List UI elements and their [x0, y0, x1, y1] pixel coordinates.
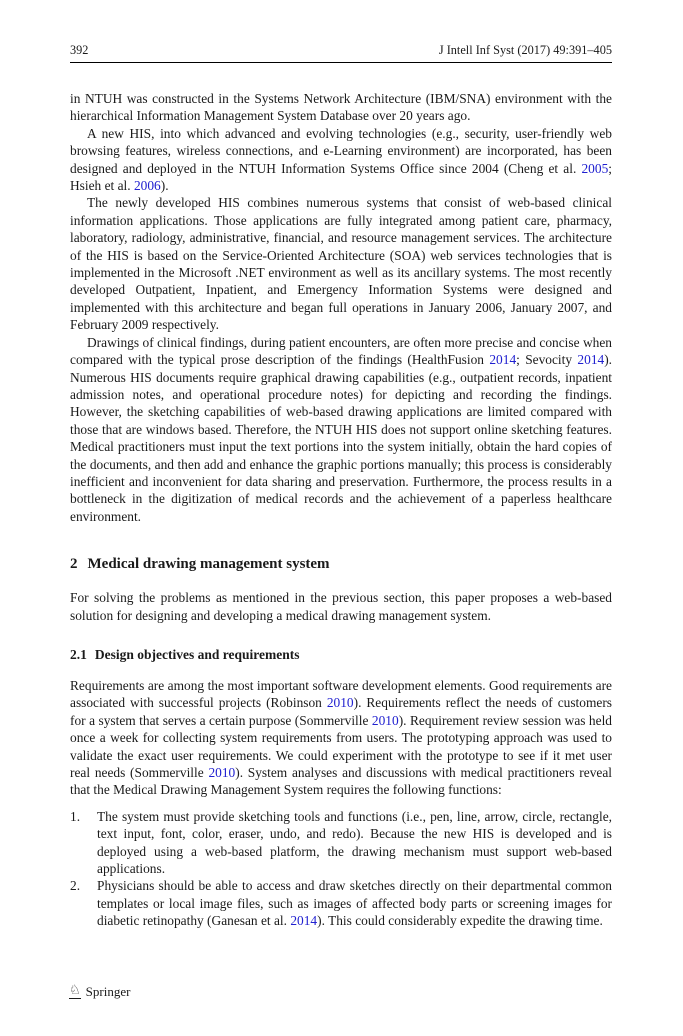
list-item-number: 1.	[70, 808, 81, 824]
list-item	[70, 808, 612, 878]
list-item-text	[97, 877, 612, 929]
section-2-1-heading	[70, 646, 612, 663]
paragraph-section2-intro: For solving the problems as mentioned in the previous section, this paper proposes a web-based solution for designing and developing a medical drawing management system.	[70, 590, 612, 623]
introduction-text	[70, 90, 612, 525]
text-segment: A new HIS, into which advanced and evolving technologies (e.g., security, user-friendly web browsing features, wireless connections, and e-Learning environment) are incorporated, has been designed and deployed in the NTUH Information Systems Office since 2004 (Cheng et al.	[70, 125, 612, 176]
text-segment: ).	[160, 178, 169, 194]
paragraph-newly-developed-his: The newly developed HIS combines numerous systems that consist of web-based clinical information applications. Those applications are fully integrated among patient care, pharmacy, laboratory, radiology, administrative, financial, and resource management services. The architecture of the HIS is based on the Service-Oriented Architecture (SOA) web services technologies that is implemented in the Microsoft .NET environment as well as its ancillary systems. The most recently developed Outpatient, Inpatient, and Emergency Information Systems were designed and implemented with this architecture and began full operations in January 2006, January 2007, and February 2009 respectively.	[70, 195, 612, 333]
text-segment: Requirements are among the most important software development elements. Good requirements are associated with successful projects (Robinson	[70, 677, 612, 711]
publisher-name: Springer	[85, 984, 131, 999]
text-segment: ). Requirement review session was held once a week for collecting system requirements from users. The prototyping approach was used to validate the exact user requirements. We could experiment with the prototype to see if it met user real needs (Sommerville	[70, 712, 612, 780]
section-title: Medical drawing management system	[87, 556, 330, 573]
page-header	[70, 0, 612, 63]
paragraph-requirements	[70, 677, 612, 799]
subsection-number: 2.1	[70, 646, 87, 662]
text-segment: ). System analyses and discussions with medical practitioners reveal that the Medical Drawing Management System requires the following functions:	[70, 765, 612, 798]
text-segment: ). This could considerably expedite the drawing time.	[317, 913, 603, 929]
page-number: 392	[70, 43, 89, 57]
paragraph-new-his	[70, 125, 612, 195]
journal-reference: J Intell Inf Syst (2017) 49:391–405	[438, 43, 612, 57]
springer-knight-icon: ♘	[69, 983, 81, 998]
section-2-heading	[70, 555, 612, 573]
subsection-title: Design objectives and requirements	[94, 646, 300, 662]
citation-link[interactable]: 2014	[577, 352, 605, 368]
text-segment: ). Requirements reflect the needs of customers for a system that serves a certain purpose (Sommerville	[70, 695, 612, 728]
publisher-footer	[69, 984, 130, 999]
requirements-list	[70, 808, 612, 930]
text-segment: Drawings of clinical findings, during patient encounters, are often more precise and concise when compared with the typical prose description of the findings (HealthFusion	[70, 334, 612, 368]
paragraph-ntuh-continuation: in NTUH was constructed in the Systems Network Architecture (IBM/SNA) environment with the hierarchical Information Management System Database over 20 years ago.	[70, 91, 612, 124]
page-content	[70, 0, 612, 930]
citation-link[interactable]: 2005	[581, 160, 609, 176]
citation-link[interactable]: 2010	[326, 695, 354, 711]
list-item-text: The system must provide sketching tools and functions (i.e., pen, line, arrow, circle, rectangle, text input, font, color, eraser, undo, and redo). Because the new HIS is developed and is deployed using a web-based platform, the drawing mechanism must support web-based applications.	[97, 808, 612, 877]
text-segment: ; Hsieh et al.	[70, 160, 612, 194]
citation-link[interactable]: 2010	[208, 765, 236, 780]
citation-link[interactable]: 2014	[489, 352, 517, 368]
citation-link[interactable]: 2006	[133, 178, 161, 194]
citation-link[interactable]: 2014	[290, 913, 318, 929]
list-item-number: 2.	[70, 878, 81, 894]
citation-link[interactable]: 2010	[371, 712, 399, 728]
paragraph-clinical-drawings	[70, 334, 612, 525]
section-number: 2	[70, 556, 78, 573]
text-segment: ; Sevocity	[516, 352, 578, 368]
text-segment: Physicians should be able to access and draw sketches directly on their departmental common templates or local image files, such as images of affected body parts or screening images for diabetic retinopathy (Ganesan et al.	[97, 878, 612, 929]
text-segment: ). Numerous HIS documents require graphical drawing capabilities (e.g., outpatient records, inpatient admission notes, and operational procedure notes) for depicting and recording the findings. However, the sketching capabilities of web-based drawing applications are limited compared with those that are windows based. Therefore, the NTUH HIS does not support online sketching features. Medical practitioners must input the text portions into the system initially, obtain the hard copies of the documents, and then add and enhance the graphic portions manually; this process is considerably inefficient and inconvenient for data sharing and preservation. Furthermore, the process results in a bottleneck in the digitization of medical records and the achievement of a paperless healthcare environment.	[70, 352, 613, 524]
list-item	[70, 877, 612, 929]
